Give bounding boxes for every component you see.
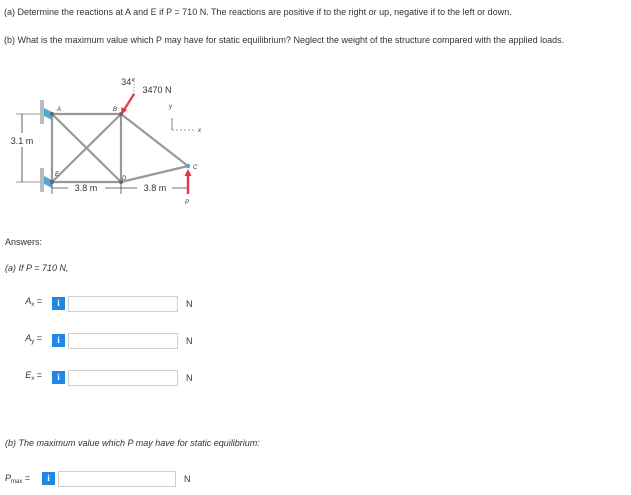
ax-unit: N (186, 299, 193, 309)
part-a-heading: (a) If P = 710 N, (5, 263, 69, 273)
axis-y-label: y (169, 104, 172, 110)
ay-info-button[interactable]: i (52, 334, 65, 347)
point-p-label: P (185, 200, 190, 206)
point-b-label: B (113, 107, 118, 113)
truss-members (52, 114, 188, 182)
ex-info-button[interactable]: i (52, 371, 65, 384)
force-label: 3470 N (142, 85, 172, 95)
axis-x-label: x (198, 128, 201, 134)
wall-a (40, 100, 44, 124)
angle-label: 34° (121, 77, 135, 87)
part-b-question: (b) What is the maximum value which P may have for static equilibrium? Neglect the weight of the structure compared with the applied loads. (4, 35, 565, 45)
wall-e (40, 168, 44, 192)
answers-heading: Answers: (5, 237, 43, 247)
ex-label: $E_x$ = (25, 370, 42, 382)
joint-c (186, 164, 190, 168)
ex-input[interactable] (68, 370, 178, 386)
ay-input[interactable] (68, 333, 178, 349)
ax-input[interactable] (68, 296, 178, 312)
point-e-label: E (55, 172, 60, 178)
ay-unit: N (186, 336, 193, 346)
part-a-question: (a) Determine the reactions at A and E if P = 710 N. The reactions are positive if to the right or up, negative if to the left or down. (4, 7, 512, 17)
pmax-unit: N (184, 474, 191, 484)
part-b-heading: (b) The maximum value which P may have for static equilibrium: (5, 438, 260, 448)
span-left-label: 3.8 m (74, 183, 98, 193)
ex-unit: N (186, 373, 193, 383)
ay-label: $A_y$ = (25, 333, 42, 345)
ax-info-button[interactable]: i (52, 297, 65, 310)
height-dimension-label: 3.1 m (10, 136, 34, 146)
span-right-label: 3.8 m (143, 183, 167, 193)
ax-label: $A_x$ = (25, 296, 42, 308)
truss-figure (0, 70, 230, 218)
pmax-info-button[interactable]: i (42, 472, 55, 485)
point-d-label: D (122, 176, 127, 182)
point-c-label: C (193, 165, 198, 171)
pmax-input[interactable] (58, 471, 176, 487)
p-arrow-icon (185, 169, 192, 176)
point-a-label: A (57, 107, 62, 113)
pmax-label: $P_{max}$ = (5, 473, 31, 485)
